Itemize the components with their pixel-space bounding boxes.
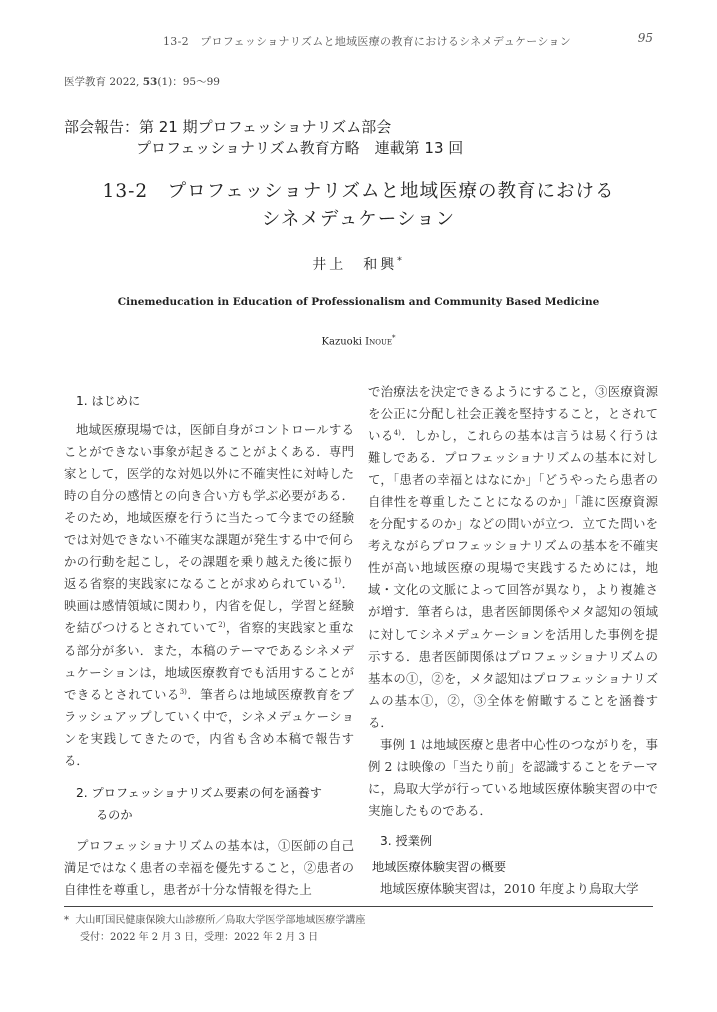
footnote-affiliation	[64, 911, 365, 926]
author-english	[0, 334, 717, 347]
author-en-mark: *	[391, 334, 396, 342]
intro-text-b: ．映画は感情領域に関わり，内省を促し，学習と経験を結びつけるとされていて	[64, 576, 355, 636]
cases-paragraph: 事例 1 は地域医療と患者中心性のつながりを，事例 2 は映像の「当たり前」を認識することをテーマに，鳥取大学が行っている地域医療体験実習の中で実施したものである．	[368, 736, 658, 818]
citation-volume: 53	[142, 76, 158, 88]
section2-continued-paragraph	[368, 381, 658, 734]
intro-text-a: 地域医療現場では，医師自身がコントロールすることができない事象が起きることがよくある．専門家として，医学的な対処以外に不確実性に対峙した時の自分の感情との向き合い方も学ぶ必要がある．そのため，地域医療を行うに当たって今までの経験では対処できない不確実な課題が発生する中で何らかの行動を起こし，その課題を乗り越えた後に振り返る省察的実践家になることが求められている	[64, 422, 354, 592]
footnote-rule	[64, 906, 653, 907]
footnote-dates: 受付：2022 年 2 月 3 日，受理：2022 年 2 月 3 日	[80, 932, 319, 943]
intro-text-c: ，省察的実践家と重なる部分が多い．また，本稿のテーマであるシネメデュケーションは，地域医療教育でも活用することができるとされている	[64, 620, 355, 702]
ref-1: 1)	[333, 577, 342, 586]
section2-paragraph: プロフェッショナリズムの基本は，①医師の自己満足ではなく患者の幸福を優先すること，②患者の自律性を尊重し，患者が十分な情報を得た上	[64, 837, 354, 897]
author-jp-name: 井上 和興	[312, 257, 398, 273]
section-heading-intro: 1. はじめに	[76, 394, 141, 408]
page-number: 95	[637, 31, 653, 45]
author-en-given: Kazuoki	[321, 336, 366, 348]
intro-paragraph	[64, 419, 354, 772]
subsection-heading: 地域医療体験実習の概要	[372, 859, 507, 874]
right-column	[368, 381, 658, 900]
section-heading-2-line2: るのか	[96, 807, 133, 822]
section-heading-3: 3. 授業例	[380, 833, 433, 848]
footnote-affiliation-text: 大山町国民健康保険大山診療所／鳥取大学医学部地域医療学講座	[75, 915, 366, 926]
author-jp-mark: *	[397, 256, 405, 267]
journal-citation	[64, 74, 220, 89]
article-title-line1: 13-2 プロフェッショナリズムと地域医療の教育における	[102, 181, 615, 202]
right-text-b: ．しかし，これらの基本は言うは易く行うは難しである．プロフェッショナリズムの基本に対して，「患者の幸福とはなにか」「どうやったら患者の自律性を尊重したことになるのか」「誰に医療資源を分配するのか」などの問いが立つ．立てた問いを考えながらプロフェッショナリズムの基本を不確実性が高い地域医療の現場で実践するためには，地域・文化の文脈によって回答が異なり，より複雑さが増す．筆者らは，患者医師関係やメタ認知の領域に対してシネメデュケーションを活用した事例を提示する．患者医師関係はプロフェッショナリズムの基本の①，②を，メタ認知はプロフェッショナリズムの基本①，②，③全体を俯瞰することを涵養する．	[368, 428, 659, 730]
left-column	[64, 390, 354, 901]
citation-issue-pages: (1)：95～99	[157, 76, 220, 88]
right-text-a: で治療法を決定できるようにすること，③医療資源を公正に分配し社会正義を堅持すること，とされている	[368, 384, 658, 444]
english-title: Cinemeducation in Education of Professionalism and Community Based Medicine	[117, 296, 600, 308]
footnote-mark: *	[64, 915, 69, 926]
citation-journal: 医学教育 2022,	[64, 76, 143, 88]
running-title: 13-2 プロフェッショナリズムと地域医療の教育におけるシネメデュケーション	[163, 35, 572, 48]
author-en-family: Inoue	[365, 336, 392, 348]
section-heading-2-line1: 2. プロフェッショナリズム要素の何を涵養す	[76, 785, 322, 800]
ref-3: 3)	[179, 687, 187, 696]
ref-2: 2)	[218, 621, 226, 630]
report-subtitle: プロフェッショナリズム教育方略 連載第 13 回	[136, 139, 464, 157]
report-label: 部会報告：第 21 期プロフェッショナリズム部会	[64, 118, 392, 136]
ref-4: 4)	[393, 428, 401, 437]
author-japanese	[0, 254, 717, 274]
article-title-line2: シネメデュケーション	[261, 209, 456, 230]
intro-text-d: ．筆者らは地域医療教育をブラッシュアップしていく中で，シネメデュケーションを実践してきたので，内省も含め本稿で報告する．	[64, 686, 355, 768]
section3-paragraph: 地域医療体験実習は，2010 年度より鳥取大学	[380, 881, 639, 897]
